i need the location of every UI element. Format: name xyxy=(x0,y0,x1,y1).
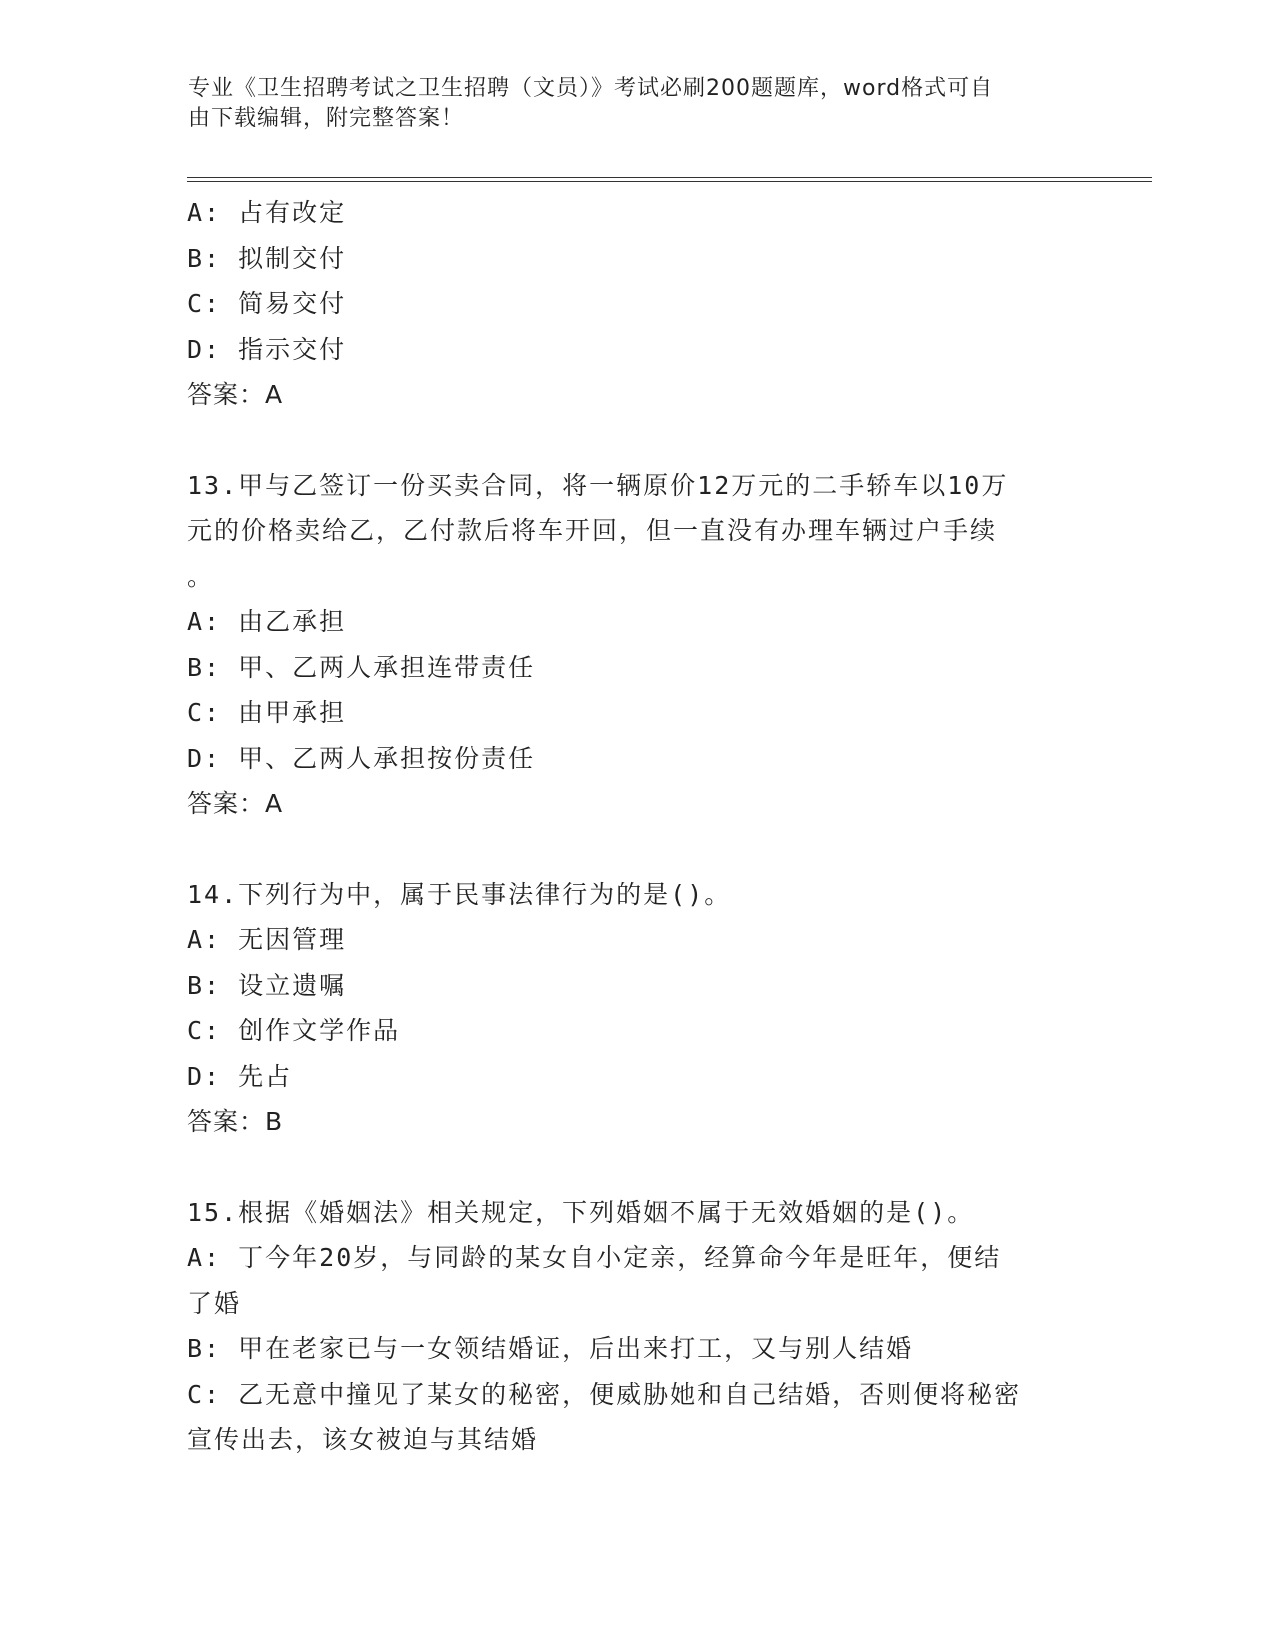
question-stem-line: 13.甲与乙签订一份买卖合同，将一辆原价12万元的二手轿车以10万 xyxy=(187,470,1009,500)
answer-line: 答案：A xyxy=(187,380,284,409)
option-c: C: 简易交付 xyxy=(187,289,347,318)
question-stem-line: 15.根据《婚姻法》相关规定，下列婚姻不属于无效婚姻的是()。 xyxy=(187,1197,975,1227)
answer-line: 答案：A xyxy=(187,789,284,818)
option-a: A: 无因管理 xyxy=(187,925,347,954)
question-14 xyxy=(187,872,1087,1145)
option-a: A: 丁今年20岁，与同龄的某女自小定亲，经算命今年是旺年，便结 xyxy=(187,1243,1002,1272)
header-divider-bottom xyxy=(187,181,1152,182)
option-c: C: 乙无意中撞见了某女的秘密，便威胁她和自己结婚，否则便将秘密 xyxy=(187,1379,1022,1409)
answer-line: 答案：B xyxy=(187,1107,284,1136)
option-a-continued: 了婚 xyxy=(187,1288,242,1318)
option-d: D: 先占 xyxy=(187,1061,293,1091)
option-b: B: 甲、乙两人承担连带责任 xyxy=(187,652,536,682)
option-c: C: 由甲承担 xyxy=(187,698,347,727)
option-a: A: 由乙承担 xyxy=(187,607,347,636)
option-d: D: 甲、乙两人承担按份责任 xyxy=(187,743,536,773)
header-line-1: 专业《卫生招聘考试之卫生招聘（文员）》考试必刷200题题库，word格式可自 xyxy=(188,76,994,101)
option-d: D: 指示交付 xyxy=(187,334,347,364)
option-b: B: 设立遗嘱 xyxy=(187,970,347,1000)
question-stem-line: 元的价格卖给乙，乙付款后将车开回，但一直没有办理车辆过户手续 xyxy=(187,516,998,545)
option-a: A: 占有改定 xyxy=(187,198,347,227)
document-header xyxy=(188,74,1068,134)
question-12-tail xyxy=(187,190,1087,418)
question-13 xyxy=(187,463,1087,827)
option-b: B: 甲在老家已与一女领结婚证，后出来打工，又与别人结婚 xyxy=(187,1334,914,1363)
option-b: B: 拟制交付 xyxy=(187,243,347,273)
question-15 xyxy=(187,1190,1087,1463)
option-c: C: 创作文学作品 xyxy=(187,1016,401,1045)
question-stem-line: 14.下列行为中，属于民事法律行为的是()。 xyxy=(187,879,732,909)
option-c-continued: 宣传出去，该女被迫与其结婚 xyxy=(187,1425,539,1454)
question-list xyxy=(187,190,1087,1463)
header-divider-top xyxy=(187,177,1152,178)
header-line-2: 由下载编辑，附完整答案！ xyxy=(188,106,465,131)
question-stem-line: 。 xyxy=(187,561,215,591)
